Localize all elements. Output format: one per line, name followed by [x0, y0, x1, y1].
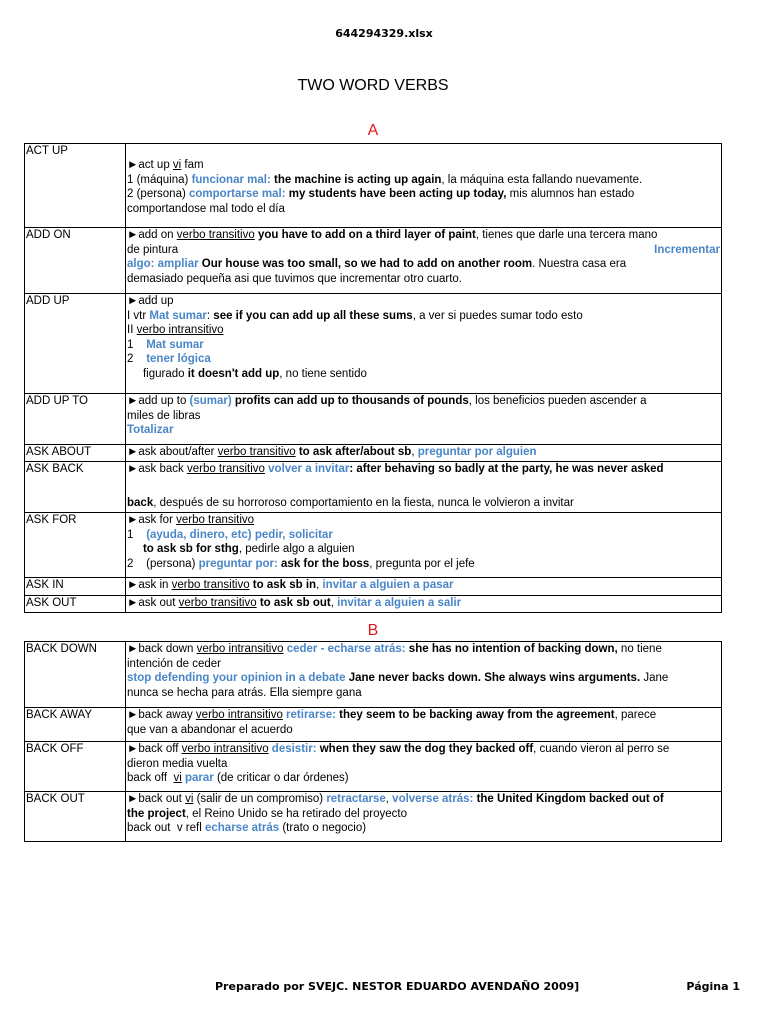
table-row: [25, 462, 722, 513]
definition-cell: ►ask out verbo transitivo to ask sb out, invitar a alguien a salir: [126, 596, 722, 613]
term-cell: BACK OUT: [25, 792, 126, 842]
file-name: 644294329.xlsx: [335, 27, 433, 40]
definition-cell: ►back down verbo intransitivo ceder - echarse atrás: she has no intention of backing down, no tiene intención de ceder stop defending your opinion in a debate Jane never backs down. She always wins arguments. Jane nunca se hecha para atrás. Ella siempre gana: [126, 642, 722, 708]
definition-cell: ►ask for verbo transitivo 1 (ayuda, dinero, etc) pedir, solicitar to ask sb for sthg, pedirle algo a alguien 2 (persona) preguntar por: ask for the boss, pregunta por el jefe: [126, 513, 722, 578]
document-title: TWO WORD VERBS: [297, 77, 449, 94]
term-cell: ASK OUT: [25, 596, 126, 613]
footer-author: Preparado por SVEJC. NESTOR EDUARDO AVENDAÑO 2009]: [215, 980, 580, 993]
table-row: [25, 228, 722, 294]
definition-cell: ►add on verbo transitivo you have to add on a third layer of paint, tienes que darle una tercera mano de pintura Incrementar algo: ampliar Our house was too small, so we had to add on another room. Nuestra casa era demasiado pequeña asi que tuvimos que incrementar otro cuarto.: [126, 228, 722, 294]
term-cell: ADD UP: [25, 294, 126, 394]
term-cell: ASK ABOUT: [25, 445, 126, 462]
table-row: [25, 742, 722, 792]
footer-page-number: Página 1: [686, 980, 740, 993]
term-cell: ASK BACK: [25, 462, 126, 513]
term-cell: ASK IN: [25, 578, 126, 596]
term-cell: BACK DOWN: [25, 642, 126, 708]
term-cell: BACK AWAY: [25, 708, 126, 742]
definition-cell: ►add up I vtr Mat sumar: see if you can add up all these sums, a ver si puedes sumar todo esto II verbo intransitivo 1 Mat sumar 2 tener lógica figurado it doesn't add up, no tiene sentido: [126, 294, 722, 394]
definition-cell: ►back off verbo intransitivo desistir: when they saw the dog they backed off, cuando vieron al perro se dieron media vuelta back off vi parar (de criticar o dar órdenes): [126, 742, 722, 792]
term-cell: ACT UP: [25, 144, 126, 228]
table-row: [25, 578, 722, 596]
term-cell: ADD ON: [25, 228, 126, 294]
definition-cell: ►back away verbo intransitivo retirarse: they seem to be backing away from the agreement, parece que van a abandonar el acuerdo: [126, 708, 722, 742]
section-letter-a: A: [367, 122, 379, 139]
table-row: [25, 792, 722, 842]
definition-cell: ►back out vi (salir de un compromiso) retractarse, volverse atrás: the United Kingdom backed out of the project, el Reino Unido se ha retirado del proyecto back out v refl echarse atrás (trato o negocio): [126, 792, 722, 842]
table-row: [25, 596, 722, 613]
table-row: [25, 513, 722, 578]
term-cell: ASK FOR: [25, 513, 126, 578]
table-row: [25, 642, 722, 708]
term-cell: ADD UP TO: [25, 394, 126, 445]
definition-cell: ►ask about/after verbo transitivo to ask after/about sb, preguntar por alguien: [126, 445, 722, 462]
verbs-table-b: [24, 641, 722, 842]
table-row: [25, 445, 722, 462]
table-row: [25, 294, 722, 394]
definition-cell: ►ask back verbo transitivo volver a invitar: after behaving so badly at the party, he was never asked back, después de su horroroso comportamiento en la fiesta, nunca le volvieron a invitar: [126, 462, 722, 513]
table-row: [25, 144, 722, 228]
section-letter-b: B: [367, 622, 379, 639]
definition-cell: ►ask in verbo transitivo to ask sb in, invitar a alguien a pasar: [126, 578, 722, 596]
definition-cell: ►add up to (sumar) profits can add up to thousands of pounds, los beneficios pueden ascender a miles de libras Totalizar: [126, 394, 722, 445]
term-cell: BACK OFF: [25, 742, 126, 792]
table-row: [25, 708, 722, 742]
verbs-table-a: [24, 143, 722, 613]
table-row: [25, 394, 722, 445]
definition-cell: ►act up vi fam 1 (máquina) funcionar mal: the machine is acting up again, la máquina esta fallando nuevamente. 2 (persona) comportarse mal: my students have been acting up today, mis alumnos han estado comportandose mal todo el día: [126, 144, 722, 228]
